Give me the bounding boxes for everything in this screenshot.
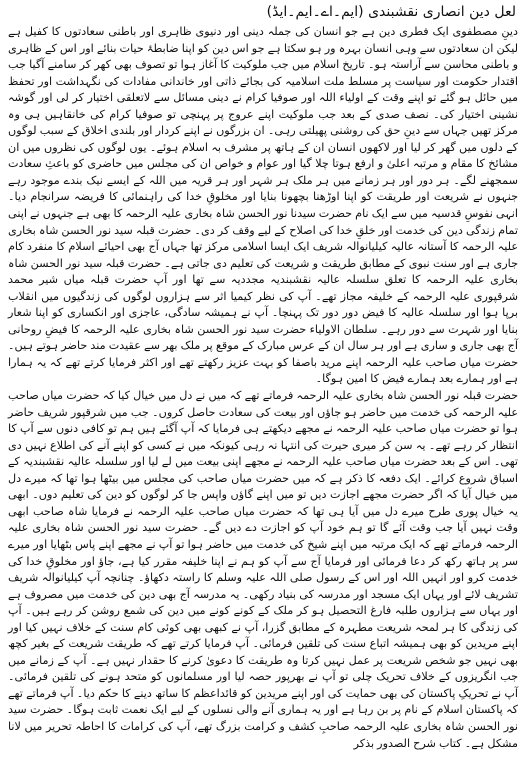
article-paragraph: دینِ مصطفوی ایک فطری دین ہے جو انسان کی جملہ دینی اور دنیوی ظاہری اور باطنی سعادتوں کا کفیل ہے لیکن ان سعادتوں سے وہی انسان بہرہ ور ہو سکتا ہے جو اس دین کو اپنا ضابطۂ حیات بنائے اور اس کے ظاہری و باطنی محاسن سے آراستہ ہو۔ تاریخ اسلام میں جب ملوکیت کا آغاز ہوا تو تصوف بھی کھر کر سامنے آگیا جب اقتدار حکومت اور سیاست پر مسلط ملت اسلامیہ کی بجائے ذاتی اور خاندانی مفادات کی نگہداشت اور تحفظ میں حائل ہو گئے تو اپنے وقت کے اولیاء اللہ اور صوفیا کرام نے دینی مسائل سے لاتعلقی اختیار کر لی اور گوشہ نشینی اختیار کی۔ نصف صدی کے بعد جب ملوکیت اپنے عروج پر پہنچی تو صوفیا کرام کی خانقاہیں ہی وہ مرکز تھیں جہاں سے دینِ حق کی روشنی پھیلتی رہی۔ ان بزرگوں نے اپنے کردار اور بلندی اخلاق کے سبب لوگوں کے دلوں میں گھر کر لیا اور لاکھوں انسان ان کے ہاتھ پر مشرف بہ اسلام ہوئے۔ یوں لوگوں کی نظروں میں ان مشائخ کا مقام و مرتبہ اعلیٰ و ارفع ہوتا چلا گیا اور عوام و خواص ان کی مجلس میں حاضری کو باعثِ سعادت سمجھنے لگے۔ ہر دور اور ہر زمانے میں ہر ملک ہر شہر اور ہر قریہ میں اللہ کے ایسے نیک بندے موجود رہے جنہوں نے شریعت اور طریقت کو اپنا اوڑھنا بچھونا بنایا اور مخلوقِ خدا کی راہنمائی کا فریضہ سرانجام دیا۔ انہی نفوسِ قدسیہ میں سے ایک نام حضرت سیدنا نور الحسن شاہ بخاری علیہ الرحمہ کا بھی ہے جنہوں نے اپنی تمام زندگی دین کی خدمت اور خلقِ خدا کی اصلاح کے لیے وقف کر دی۔ حضرت قبلہ سید نور الحسن شاہ بخاری علیہ الرحمہ کا آستانہ عالیہ کیلیانوالہ شریف ایک ایسا اسلامی مرکز تھا جہاں آج بھی احیائے اسلام کا منفرد کام جاری ہے اور سنت نبوی کے مطابق طریقت و شریعت کی تعلیم دی جاتی ہے۔ حضرت قبلہ سید نور الحسن شاہ بخاری علیہ الرحمہ کا تعلق سلسلہ عالیہ نقشبندیہ مجددیہ سے تھا اور آپ حضرت قبلہ میاں شیر محمد شرقپوری علیہ الرحمہ کے خلیفہ مجاز تھے۔ آپ کی نظر کیمیا اثر سے ہزاروں لوگوں کی زندگیوں میں انقلاب برپا ہوا اور سلسلہ عالیہ کا فیض دور دور تک پہنچا۔ آپ نے ہمیشہ سادگی، عاجزی اور انکساری کو اپنا شعار بنایا اور شہرت سے دور رہے۔ سلطان الاولیاء حضرت سید نور الحسن شاہ بخاری علیہ الرحمہ کا فیضِ روحانی آج بھی جاری و ساری ہے اور ہر سال ان کے عرس مبارک کے موقع پر ملک بھر سے عقیدت مند حاضر ہوتے ہیں۔ حضرت میاں صاحب علیہ الرحمہ اپنے مرید باصفا کو بہت عزیز رکھتے تھے اور اکثر فرمایا کرتے تھے کہ یہ ہمارا ہے اور ہمارے بعد ہمارے فیض کا امین ہوگا۔	[8, 25, 518, 386]
article-paragraph: حضرت قبلہ نور الحسن شاہ بخاری علیہ الرحمہ فرماتے تھے کہ میں نے دل میں خیال کیا کہ حضرت میاں صاحب علیہ الرحمہ کی خدمت میں حاضر ہو جاؤں اور بیعت کی سعادت حاصل کروں۔ جب میں شرقپور شریف حاضر ہوا تو حضرت میاں صاحب علیہ الرحمہ نے مجھے دیکھتے ہی فرمایا کہ آپ آگئے ہیں ہم تو کافی دنوں سے آپ کا انتظار کر رہے تھے۔ یہ سن کر میری حیرت کی انتہا نہ رہی کیونکہ میں نے کسی کو اپنے آنے کی اطلاع نہیں دی تھی۔ اس کے بعد حضرت میاں صاحب علیہ الرحمہ نے مجھے اپنی بیعت میں لے لیا اور سلسلہ عالیہ نقشبندیہ کے اسباق شروع کرائے۔ ایک دفعہ کا ذکر ہے کہ میں حضرت میاں صاحب کی مجلس میں بیٹھا ہوا تھا کہ میرے دل میں خیال آیا کہ اگر حضرت مجھے اجازت دیں تو میں اپنے گاؤں واپس جا کر لوگوں کو دین کی تعلیم دوں۔ ابھی یہ خیال پوری طرح میرے دل میں آیا ہی تھا کہ حضرت میاں صاحب علیہ الرحمہ نے فرمایا شاہ صاحب ابھی وقت نہیں آیا جب وقت آئے گا تو ہم خود آپ کو اجازت دے دیں گے۔ حضرت سید نور الحسن شاہ بخاری علیہ الرحمہ فرماتے تھے کہ ایک مرتبہ میں اپنے شیخ کی خدمت میں حاضر ہوا تو آپ نے مجھے اپنے پاس بٹھایا اور میرے سر پر ہاتھ رکھ کر دعا فرمائی اور فرمایا آج سے آپ کو ہم نے اپنا خلیفہ مقرر کیا ہے، جاؤ اور مخلوقِ خدا کی خدمت کرو اور انہیں اللہ اور اس کے رسول صلی اللہ علیہ وسلم کا راستہ دکھاؤ۔ چنانچہ آپ کیلیانوالہ شریف تشریف لائے اور یہاں ایک مسجد اور مدرسہ کی بنیاد رکھی۔ یہ مدرسہ آج بھی دین کی خدمت میں مصروف ہے اور یہاں سے ہزاروں طلبہ فارغ التحصیل ہو کر ملک کے کونے کونے میں دین کی شمع روشن کر رہے ہیں۔ آپ کی زندگی کا ہر لمحہ شریعت مطہرہ کے مطابق گزرا، آپ نے کبھی بھی کوئی کام سنت کے خلاف نہیں کیا اور اپنے مریدین کو بھی ہمیشہ اتباع سنت کی تلقین فرمائی۔ آپ فرمایا کرتے تھے کہ طریقت شریعت کے بغیر کچھ بھی نہیں جو شخص شریعت پر عمل نہیں کرتا وہ طریقت کا دعویٰ کرنے کا حقدار نہیں ہے۔ آپ کے زمانے میں جب انگریزوں کے خلاف تحریک چلی تو آپ نے بھرپور حصہ لیا اور مسلمانوں کو متحد ہونے کی تلقین فرمائی۔ آپ نے تحریکِ پاکستان کی بھی حمایت کی اور اپنے مریدین کو قائداعظم کا ساتھ دینے کا حکم دیا۔ آپ فرماتے تھے کہ پاکستان اسلام کے نام پر بن رہا ہے اور یہ ہماری آنے والی نسلوں کے لیے ایک نعمت ثابت ہوگا۔ حضرت سید نور الحسن شاہ بخاری علیہ الرحمہ صاحبِ کشف و کرامت بزرگ تھے، آپ کی کرامات کا احاطہ تحریر میں لانا مشکل ہے۔ کتاب شرح الصدور بذکر	[8, 389, 518, 750]
article-title: لعل دین انصاری نقشبندی (ایم۔اے۔ایم۔ایڈ)	[266, 4, 516, 20]
